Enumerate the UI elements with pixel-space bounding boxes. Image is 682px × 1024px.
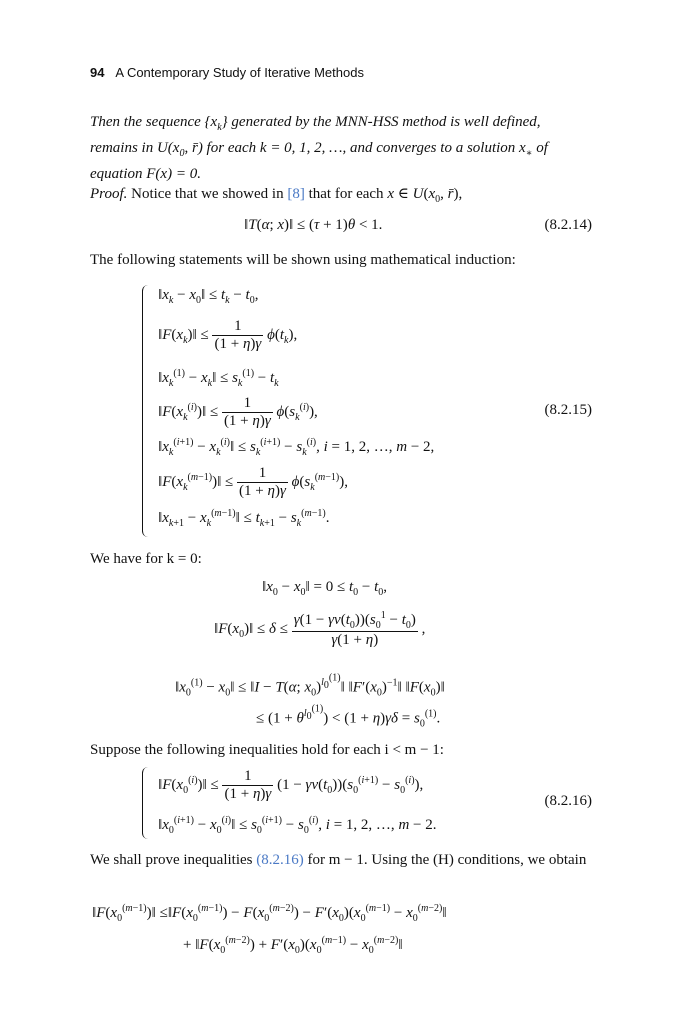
final-line-2: + $‖F(x_0^{(m-2)}) + F'(x_0)(x_0^{(m-1)}$ − $x_0^{(m-2)}‖$ (183, 935, 403, 956)
k0-line-4: ≤ $(1 + \theta^{l_0^{(1)}}) < (1 + \eta)\gamma\delta = s_0^{(1)}$. (256, 704, 441, 730)
induction-statement: The following statements will be shown using mathematical induction: (90, 252, 516, 268)
k0-line-3: $‖x_0^{(1)}$ − $x_0‖$ ≤ ‖I − T(α; $x_0)^{l_0^{(1)}}‖$ $‖F'(x_0)^{-1}‖$ $‖F(x_0)‖$ (175, 673, 445, 699)
running-header (90, 65, 364, 80)
system-line-7: $‖x_{k+1}$ − $x_k^{(m-1)}‖ \le t_{k+1} - s_k^{(m-1)}$. (158, 508, 330, 529)
proof-text-before: Notice that we showed in (131, 186, 284, 202)
prove-paragraph (90, 850, 592, 870)
equation-number: (8.2.15) (544, 402, 592, 418)
page-number: 94 (90, 65, 105, 80)
theorem-statement: Then the sequence $\{x_k\}$ generated by the MNN-HSS method is well defined, remains in $U(x_0$, r̄) for each k = 0, 1, 2, …, and converges to a solution $x_∗$ of equation F(x) = 0. (90, 114, 548, 182)
system-16-line-1: $‖F(x_0^{(i)})‖$ ≤ $\frac{1}{(1 + \eta)\gamma}$ $(1 - \gamma v(t_0))(s_0^{(i+1)} - s_0^{(i)})$, (158, 768, 424, 802)
k0-line-1: $‖x_0$ − $x_0‖ = 0 \le t_0 - t_0$, (262, 579, 387, 598)
system-line-3: $‖x_k^{(1)}$ − $x_k‖ \le s_k^{(1)} - t_k$ (158, 368, 279, 389)
proof-label: Proof. (90, 186, 128, 202)
proof-opening: Proof. Notice that we showed in [8] that for each x ∈ $U(x_0$, r̄), (90, 186, 463, 205)
prove-text-after: for m − 1. Using the (H) conditions, we obtain (307, 852, 587, 868)
system-line-5: $‖x_k^{(i+1)}$ − $x_k^{(i)}‖ \le s_k^{(i+1)} - s_k^{(i)}$, i = 1, 2, …, m − 2, (158, 437, 435, 458)
system-line-4: $‖F(x_k^{(i)})‖$ ≤ $\frac{1}{(1 + \eta)\gamma}$ $\phi(s_k^{(i)})$, (158, 395, 318, 429)
equation-reference-link[interactable]: (8.2.16) (256, 852, 304, 868)
citation-link[interactable]: [8] (287, 186, 305, 202)
left-brace (142, 285, 149, 537)
equation-number: (8.2.16) (544, 793, 592, 809)
k-zero-statement: We have for k = 0: (90, 551, 202, 567)
book-title: A Contemporary Study of Iterative Methods (115, 65, 364, 80)
system-line-6: $‖F(x_k^{(m-1)})‖$ ≤ $\frac{1}{(1 + \eta)\gamma}$ $\phi(s_k^{(m-1)})$, (158, 465, 348, 499)
system-16-line-2: $‖x_0^{(i+1)}$ − $x_0^{(i)}‖ \le s_0^{(i+1)} - s_0^{(i)}$, i = 1, 2, …, m − 2. (158, 815, 437, 836)
equation-number: (8.2.14) (544, 217, 592, 233)
final-line-1: $‖F(x_0^{(m-1)})‖$ $\le‖F(x_0^{(m-1)}) - F(x_0^{(m-2)}) - F'(x_0)(x_0^{(m-1)}$ − $x_0^{(m-2)}‖$ (92, 903, 447, 924)
k0-line-2: $‖F(x_0)‖ \le \delta$ ≤ $\frac{\gamma(1 - \gamma v(t_0))(s_0^1 - t_0)}{\gamma(1 + \eta)}$ , (214, 610, 426, 648)
equation-8-2-14: ‖T(α; x)‖ ≤ (τ + 1)θ < 1. (244, 217, 383, 233)
system-line-1: $‖x_k$ − $x_0‖ \le t_k - t_0$, (158, 287, 259, 306)
left-brace (142, 767, 149, 839)
suppose-statement: Suppose the following inequalities hold for each i < m − 1: (90, 742, 444, 758)
prove-text-before: We shall prove inequalities (90, 852, 253, 868)
system-line-2: $‖F(x_k)‖$ ≤ $\frac{1}{(1 + \eta)\gamma}$ $\phi(t_k)$, (158, 318, 298, 352)
